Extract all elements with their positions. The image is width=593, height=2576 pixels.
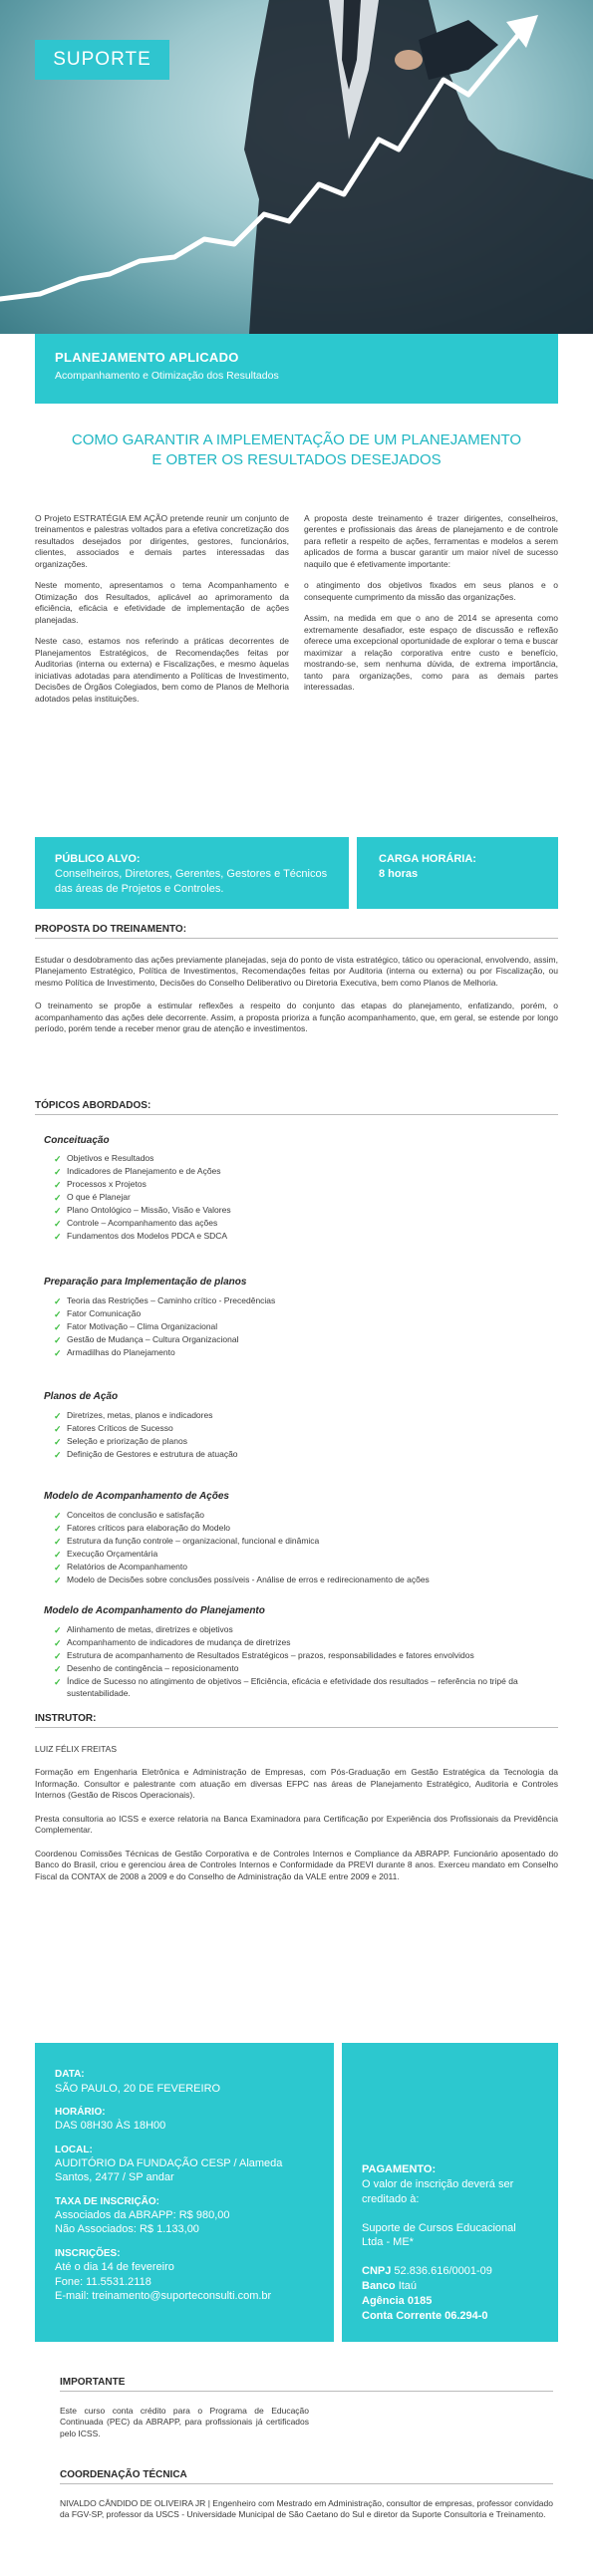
target-audience-text: Conselheiros, Diretores, Gerentes, Gestores e Técnicos das áreas de Projetos e Controles. — [55, 867, 328, 895]
list-item: ✓ Indicadores de Planejamento e de Ações — [54, 1166, 221, 1178]
intro-left-paragraph: Neste momento, apresentamos o tema Acompanhamento e Otimização dos Resultados, aplicável ao aprimoramento da eficiência, eficácia e efetividade de implementação de ações planejadas. — [35, 580, 289, 625]
topic-list — [54, 1510, 542, 1587]
proposal-paragraph: Estudar o desdobramento das ações previamente planejadas, seja do ponto de vista estratégico, tático ou operacional, envolvendo, assim, Planejamento Estratégico, Política de Investimentos, Recomendações feitas por Auditoria (interna ou externa) ou por Fiscalização, ou mesmo Política de Investimento, Decisões do Conselho Deliberativo ou Diretoria Executiva, bem como Planos de Melhoria. — [35, 955, 558, 988]
list-item: ✓ Conceitos de conclusão e satisfação — [54, 1510, 204, 1521]
check-icon: ✓ — [54, 1348, 62, 1359]
registration-deadline: Até o dia 14 de fevereiro — [55, 2261, 174, 2274]
list-item: ✓ Definição de Gestores e estrutura de atuação — [54, 1449, 238, 1461]
check-icon: ✓ — [54, 1232, 62, 1243]
registration-email[interactable]: E-mail: treinamento@suporteconsulti.com.br — [55, 2289, 272, 2302]
payment-box — [342, 2043, 558, 2342]
instructor-heading: INSTRUTOR: — [35, 1713, 97, 1724]
list-item: ✓ O que é Planejar — [54, 1192, 131, 1204]
list-item: ✓ Estrutura da função controle – organizacional, funcional e dinâmica — [54, 1536, 320, 1548]
list-item: ✓ Diretrizes, metas, planos e indicadores — [54, 1410, 213, 1421]
event-info-box — [35, 2043, 334, 2342]
list-item: ✓ Processos x Projetos — [54, 1179, 147, 1191]
list-item: ✓ Seleção e priorização de planos — [54, 1436, 187, 1448]
intro-right-column — [304, 513, 558, 704]
list-item: ✓ Índice de Sucesso no atingimento de objetivos – Eficiência, eficácia e efetividade dos resultados – referência no tripé da sustentabilidade. — [54, 1676, 518, 1698]
list-item: ✓ Plano Ontológico – Missão, Visão e Valores — [54, 1205, 231, 1217]
topic-list — [54, 1295, 542, 1360]
proposal-heading: PROPOSTA DO TREINAMENTO: — [35, 924, 187, 935]
instructor-name: LUIZ FÉLIX FREITAS — [35, 1744, 118, 1754]
list-item: ✓ Desenho de contingência – reposicionamento — [54, 1663, 239, 1675]
hero-image — [0, 0, 593, 334]
check-icon: ✓ — [54, 1335, 62, 1346]
registration-label: INSCRIÇÕES: — [55, 2247, 121, 2259]
payment-company: Suporte de Cursos Educacional Ltda - ME* — [362, 2221, 516, 2249]
important-heading: IMPORTANTE — [60, 2377, 126, 2388]
topic-list — [54, 1410, 542, 1462]
check-icon: ✓ — [54, 1411, 62, 1421]
check-icon: ✓ — [54, 1322, 62, 1333]
check-icon: ✓ — [54, 1651, 62, 1662]
target-audience-box — [35, 837, 349, 909]
payment-cnpj: CNPJ 52.836.616/0001-09 — [362, 2265, 492, 2278]
time-value: DAS 08H30 ÀS 18H00 — [55, 2120, 166, 2133]
intro-right-paragraph: o atingimento dos objetivos fixados em seus planos e o consequente cumprimento da missão das organizações. — [304, 580, 558, 602]
list-item: ✓ Alinhamento de metas, diretrizes e objetivos — [54, 1624, 233, 1635]
topic-group-title: Modelo de Acompanhamento de Ações — [44, 1491, 229, 1502]
list-item: ✓ Controle – Acompanhamento das ações — [54, 1218, 218, 1230]
check-icon: ✓ — [54, 1193, 62, 1204]
divider — [60, 2391, 553, 2392]
headline-line-1: COMO GARANTIR A IMPLEMENTAÇÃO DE UM PLANEJAMENTO — [71, 431, 522, 448]
list-item: ✓ Fatores Críticos de Sucesso — [54, 1423, 173, 1435]
divider — [35, 1727, 558, 1728]
instructor-paragraph: Presta consultoria ao ICSS e exerce relatoria na Banca Examinadora para Certificação por Experiência dos Profissionais da Previdência Complementar. — [35, 1813, 558, 1836]
headline — [35, 430, 558, 469]
proposal-paragraph: O treinamento se propõe a estimular reflexões a respeito do conjunto das etapas do planejamento, enfatizando, porém, o acompanhamento das ações dele decorrente. Assim, a proposta prioriza a função acompanhamento, que, em geral, se estende por longo período, porém tende a receber menor grau de atenção e investimentos. — [35, 1001, 558, 1034]
date-label: DATA: — [55, 2069, 85, 2080]
intro-left-paragraph: O Projeto ESTRATÉGIA EM AÇÃO pretende reunir um conjunto de treinamentos e palestras voltados para a efetiva concretização dos resultados desejados por dirigentes, gestores, funcionários, clientes, associados e demais partes interessadas das organizações. — [35, 513, 289, 569]
check-icon: ✓ — [54, 1664, 62, 1675]
topic-list — [54, 1153, 542, 1244]
location-value: AUDITÓRIO DA FUNDAÇÃO CESP / Alameda Santos, 2477 / SP andar — [55, 2157, 283, 2184]
payment-label: PAGAMENTO: — [362, 2163, 437, 2175]
check-icon: ✓ — [54, 1677, 62, 1688]
check-icon: ✓ — [54, 1511, 62, 1521]
list-item: ✓ Gestão de Mudança – Cultura Organizacional — [54, 1334, 239, 1346]
workload-value: 8 horas — [379, 867, 419, 880]
topic-group-title: Modelo de Acompanhamento do Planejamento — [44, 1605, 265, 1616]
fee-members: Associados da ABRAPP: R$ 980,00 — [55, 2209, 230, 2222]
headline-line-2: E OBTER OS RESULTADOS DESEJADOS — [151, 450, 442, 468]
check-icon: ✓ — [54, 1638, 62, 1649]
list-item: ✓ Fatores críticos para elaboração do Modelo — [54, 1523, 230, 1535]
check-icon: ✓ — [54, 1424, 62, 1435]
instructor-paragraph: Coordenou Comissões Técnicas de Gestão Corporativa e de Controles Internos e Compliance da ABRAPP. Funcionário aposentado do Banco do Brasil, criou e gerenciou área de Controles Internos e Conformidade da PREVI durante 8 anos. Exerceu mandato em Conselho Fiscal da CONTAX de 2008 a 2009 e do Conselho de Administração da VALE entre 2009 e 2011. — [35, 1848, 558, 1881]
topic-group-title: Preparação para Implementação de planos — [44, 1277, 247, 1288]
brand-badge: SUPORTE — [35, 40, 169, 80]
list-item: ✓ Estrutura de acompanhamento de Resultados Estratégicos – prazos, responsabilidades e fatores envolvidos — [54, 1650, 474, 1662]
check-icon: ✓ — [54, 1563, 62, 1574]
coordination-heading: COORDENAÇÃO TÉCNICA — [60, 2469, 187, 2480]
proposal-text — [35, 955, 558, 1047]
registration-values — [55, 2260, 314, 2303]
check-icon: ✓ — [54, 1167, 62, 1178]
list-item: ✓ Fundamentos dos Modelos PDCA e SDCA — [54, 1231, 228, 1243]
divider — [35, 938, 558, 939]
payment-account: Conta Corrente 06.294-0 — [362, 2309, 488, 2322]
check-icon: ✓ — [54, 1180, 62, 1191]
location-label: LOCAL: — [55, 2144, 93, 2155]
check-icon: ✓ — [54, 1450, 62, 1461]
list-item: ✓ Fator Comunicação — [54, 1308, 142, 1320]
instructor-paragraph: Formação em Engenharia Eletrônica e Administração de Empresas, com Pós-Graduação em Gestão Estratégica da Tecnologia da Informação. Consultor e palestrante com atuação em diversas EFPC nas áreas de Planejamento Estratégico, Auditoria e Controles Internos (Gestão de Riscos Operacionais). — [35, 1767, 558, 1801]
topic-list — [54, 1624, 542, 1701]
instructor-bio — [35, 1744, 558, 1894]
workload-box — [357, 837, 558, 909]
payment-agency: Agência 0185 — [362, 2294, 433, 2307]
divider — [60, 2483, 553, 2484]
fee-label: TAXA DE INSCRIÇÃO: — [55, 2195, 159, 2207]
check-icon: ✓ — [54, 1219, 62, 1230]
intro-left-paragraph: Neste caso, estamos nos referindo a práticas decorrentes de Planejamentos Estratégicos, de Recomendações feitas por Auditorias (interna ou externa) e Fiscalizações, e mesmo àquelas iniciativas adotadas para atendimento a Políticas de Investimento, Decisões de Órgãos Colegiados, bem como de Planos de Melhoria adotados pelas instituições. — [35, 636, 289, 704]
topic-group-title: Conceituação — [44, 1135, 110, 1146]
course-subtitle: Acompanhamento e Otimização dos Resultados — [55, 369, 279, 382]
time-label: HORÁRIO: — [55, 2106, 106, 2118]
title-banner — [35, 334, 558, 404]
list-item: ✓ Teoria das Restrições – Caminho crítico - Precedências — [54, 1295, 276, 1306]
list-item: ✓ Objetivos e Resultados — [54, 1153, 154, 1164]
list-item: ✓ Armadilhas do Planejamento — [54, 1347, 175, 1359]
fee-non-members: Não Associados: R$ 1.133,00 — [55, 2223, 199, 2236]
check-icon: ✓ — [54, 1206, 62, 1217]
divider — [35, 1114, 558, 1115]
check-icon: ✓ — [54, 1437, 62, 1448]
list-item: ✓ Acompanhamento de indicadores de mudança de diretrizes — [54, 1637, 291, 1649]
check-icon: ✓ — [54, 1537, 62, 1548]
check-icon: ✓ — [54, 1154, 62, 1164]
check-icon: ✓ — [54, 1296, 62, 1306]
target-audience-label: PÚBLICO ALVO: — [55, 853, 141, 865]
intro-right-paragraph: A proposta deste treinamento é trazer dirigentes, conselheiros, gerentes e profissionais das áreas de planejamento e de controle para refletir a respeito de ações, ferramentas e modelos a serem aplicados de forma a buscar garantir um maior nível de sucesso naquilo que é efetivamente importante: — [304, 513, 558, 569]
fee-values — [55, 2208, 314, 2237]
check-icon: ✓ — [54, 1309, 62, 1320]
intro-left-column — [35, 513, 289, 715]
check-icon: ✓ — [54, 1550, 62, 1561]
payment-bank: Banco Itaú — [362, 2280, 418, 2293]
check-icon: ✓ — [54, 1575, 62, 1586]
list-item: ✓ Relatórios de Acompanhamento — [54, 1562, 187, 1574]
list-item: ✓ Fator Motivação – Clima Organizacional — [54, 1321, 218, 1333]
intro-right-paragraph: Assim, na medida em que o ano de 2014 se apresenta como extremamente desafiador, este espaço de discussão e reflexão oferece uma excepcional oportunidade de explorar o tema e buscar maximizar a relação corporativa entre custo e benefício, mostrando-se, sem nenhuma dúvida, de extrema importância, tanto para organizações, como para as demais partes interessadas. — [304, 613, 558, 693]
coordination-text: NIVALDO CÂNDIDO DE OLIVEIRA JR | Engenheiro com Mestrado em Administração, consultor de empresas, professor convidado da FGV-SP, professor da USCS - Universidade Municipal de São Caetano do Sul e diretor da Suporte Consultoria e Treinamento. — [60, 2498, 553, 2520]
important-text: Este curso conta crédito para o Programa de Educação Continuada (PEC) da ABRAPP, para profissionais já certificados pelo ICSS. — [60, 2406, 309, 2438]
topic-group-title: Planos de Ação — [44, 1391, 119, 1402]
registration-phone: Fone: 11.5531.2118 — [55, 2275, 151, 2288]
date-value: SÃO PAULO, 20 DE FEVEREIRO — [55, 2082, 221, 2095]
payment-instruction: O valor de inscrição deverá ser creditado à: — [362, 2177, 514, 2205]
list-item: ✓ Execução Orçamentária — [54, 1549, 158, 1561]
topics-heading: TÓPICOS ABORDADOS: — [35, 1100, 151, 1111]
course-title: PLANEJAMENTO APLICADO — [55, 350, 239, 365]
workload-label: CARGA HORÁRIA: — [379, 853, 476, 865]
list-item: ✓ Modelo de Decisões sobre conclusões possíveis - Análise de erros e redirecionamento de ações — [54, 1574, 430, 1586]
check-icon: ✓ — [54, 1625, 62, 1635]
check-icon: ✓ — [54, 1524, 62, 1535]
